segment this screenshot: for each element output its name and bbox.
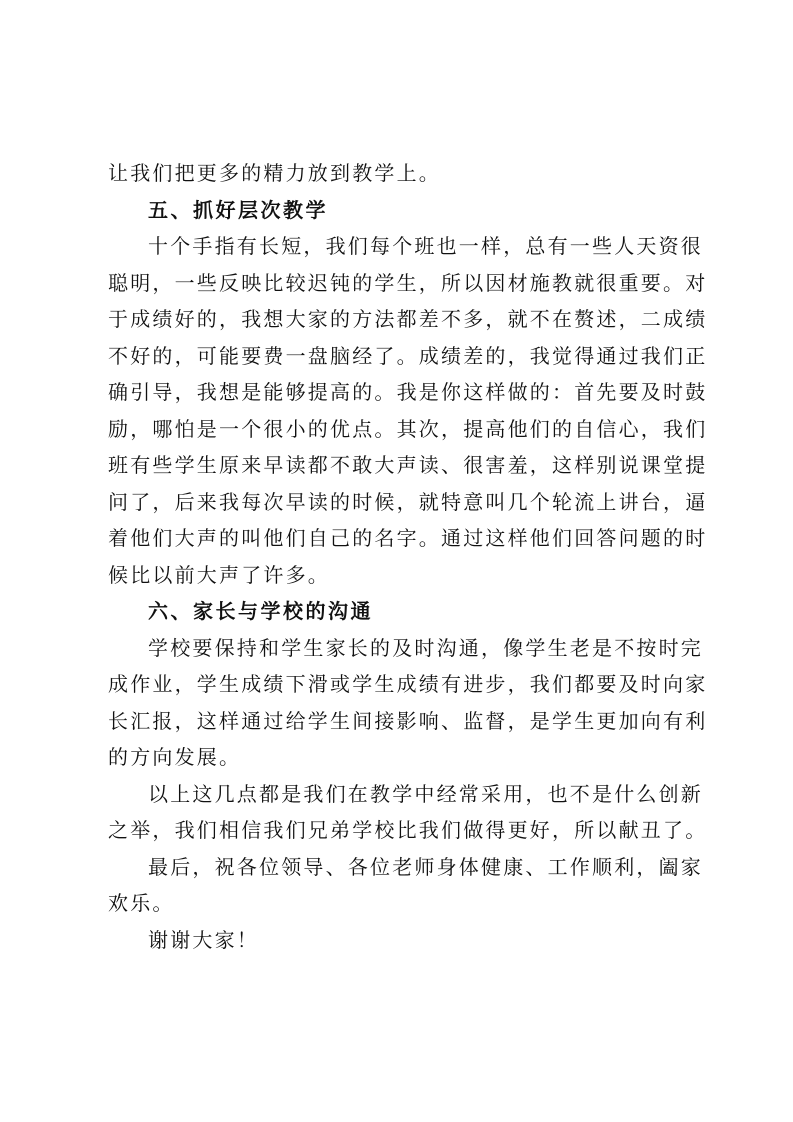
text-line: 于成绩好的，我想大家的方法都差不多，就不在赘述，二成绩 bbox=[108, 307, 708, 331]
text-line: 班有些学生原来早读都不敢大声读、很害羞，这样别说课堂提 bbox=[108, 453, 708, 477]
text-line: 成作业，学生成绩下滑或学生成绩有进步，我们都要及时向家 bbox=[108, 672, 708, 696]
text-line: 确引导，我想是能够提高的。我是你这样做的：首先要及时鼓 bbox=[108, 380, 708, 404]
text-line: 十个手指有长短，我们每个班也一样，总有一些人天资很 bbox=[148, 234, 703, 258]
text-line: 不好的，可能要费一盘脑经了。成绩差的，我觉得通过我们正 bbox=[108, 343, 708, 368]
text-line: 候比以前大声了许多。 bbox=[108, 562, 330, 587]
text-line: 学校要保持和学生家长的及时沟通，像学生老是不按时完 bbox=[148, 635, 703, 660]
section-heading-six: 六、家长与学校的沟通 bbox=[148, 599, 373, 623]
text-line: 问了，后来我每次早读的时候，就特意叫几个轮流上讲台，逼 bbox=[108, 489, 708, 514]
text-line: 着他们大声的叫他们自己的名字。通过这样他们回答问题的时 bbox=[108, 526, 708, 550]
text-line: 聪明，一些反映比较迟钝的学生，所以因材施教就很重要。对 bbox=[108, 270, 708, 295]
text-line: 让我们把更多的精力放到教学上。 bbox=[108, 161, 441, 185]
text-line: 励，哪怕是一个很小的优点。其次，提高他们的自信心，我们 bbox=[108, 416, 708, 441]
text-line: 之举，我们相信我们兄弟学校比我们做得更好，所以献丑了。 bbox=[108, 818, 708, 842]
text-line: 以上这几点都是我们在教学中经常采用，也不是什么创新 bbox=[148, 781, 703, 806]
text-line: 的方向发展。 bbox=[108, 745, 242, 769]
text-line: 长汇报，这样通过给学生间接影响、监督，是学生更加向有利 bbox=[108, 708, 708, 733]
closing-thanks: 谢谢大家！ bbox=[148, 927, 259, 952]
document-page bbox=[108, 155, 708, 958]
text-line: 欢乐。 bbox=[108, 891, 175, 915]
text-line: 最后，祝各位领导、各位老师身体健康、工作顺利，阖家 bbox=[148, 854, 703, 879]
section-heading-five: 五、抓好层次教学 bbox=[148, 197, 328, 222]
